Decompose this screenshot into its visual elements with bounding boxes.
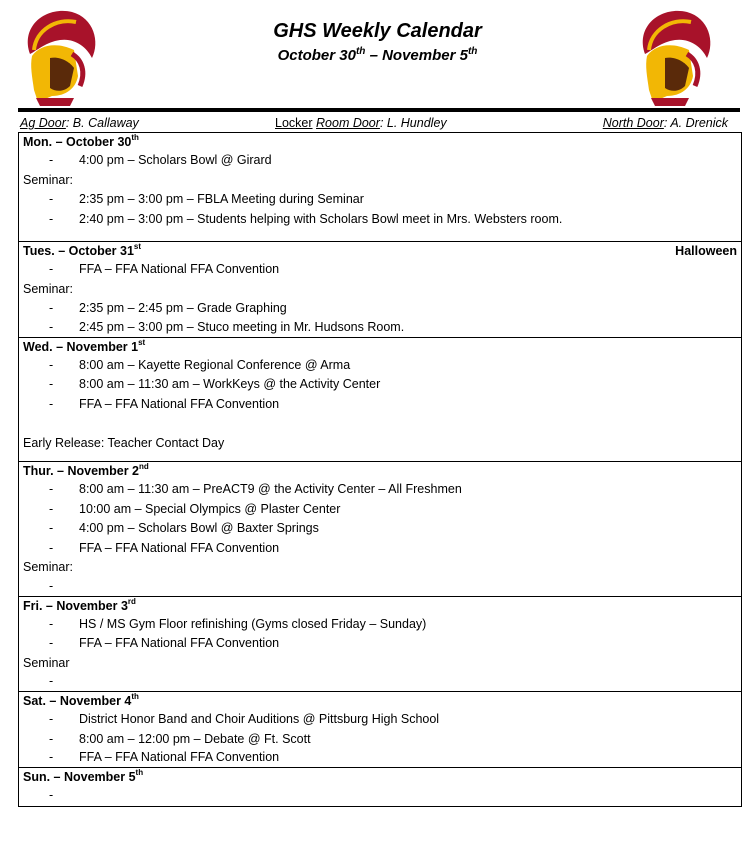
subtitle-end: – November 5 xyxy=(365,47,468,64)
day-heading: Sat. – November 4th xyxy=(23,692,139,708)
section-label: Seminar xyxy=(23,655,70,670)
subtitle-end-sup: th xyxy=(467,46,478,57)
holiday-note: Halloween xyxy=(675,244,737,258)
list-item: - xyxy=(49,578,54,593)
north-door xyxy=(603,116,728,130)
list-item: - 2:45 pm – 3:00 pm – Stuco meeting in Mr. Hudsons Room. xyxy=(49,319,405,334)
ag-door xyxy=(20,116,139,130)
day-heading: Wed. – November 1st xyxy=(23,337,146,354)
list-item: - 8:00 am – 11:30 am – WorkKeys @ the Activity Center xyxy=(49,377,381,391)
day-sunday xyxy=(19,768,741,806)
header-rule xyxy=(18,108,740,112)
day-monday xyxy=(19,133,741,242)
locker-door-label-a: Locker xyxy=(275,116,313,130)
north-door-name: : A. Drenick xyxy=(663,116,728,130)
page-subtitle xyxy=(0,46,755,64)
list-item: - 10:00 am – Special Olympics @ Plaster Center xyxy=(49,501,341,516)
locker-room-door xyxy=(275,116,447,130)
locker-door-label-b: Room Door xyxy=(316,116,380,130)
list-item: - FFA – FFA National FFA Convention xyxy=(49,396,280,411)
section-label: Seminar: xyxy=(23,172,74,187)
day-heading: Thur. – November 2nd xyxy=(23,462,149,478)
subtitle-start: October 30 xyxy=(277,47,356,64)
north-door-label: North Door xyxy=(602,116,664,130)
day-tuesday xyxy=(19,242,741,338)
day-thursday xyxy=(19,462,741,597)
subtitle-start-sup: th xyxy=(355,46,366,57)
locker-door-name: : L. Hundley xyxy=(379,116,447,130)
list-item: - FFA – FFA National FFA Convention xyxy=(49,540,280,555)
list-item: - 2:35 pm – 2:45 pm – Grade Graphing xyxy=(49,301,287,315)
list-item: - FFA – FFA National FFA Convention xyxy=(49,262,280,276)
page-title: GHS Weekly Calendar xyxy=(273,20,482,42)
ag-door-name: : B. Callaway xyxy=(65,116,139,130)
list-item: - FFA – FFA National FFA Convention xyxy=(49,750,280,764)
section-label: Seminar: xyxy=(23,281,74,296)
list-item: - 8:00 am – 12:00 pm – Debate @ Ft. Scott xyxy=(49,731,311,746)
list-item: - 4:00 pm – Scholars Bowl @ Baxter Springs xyxy=(49,521,319,535)
ag-door-label: Ag Door xyxy=(20,116,66,130)
day-heading: Fri. – November 3rd xyxy=(23,596,136,613)
day-heading: Sun. – November 5th xyxy=(23,768,144,784)
list-item: - 8:00 am – 11:30 am – PreACT9 @ the Activity Center – All Freshmen xyxy=(49,482,462,496)
list-item: - HS / MS Gym Floor refinishing (Gyms closed Friday – Sunday) xyxy=(49,616,427,631)
list-item: - 4:00 pm – Scholars Bowl @ Girard xyxy=(49,153,272,167)
list-item: - District Honor Band and Choir Auditions @ Pittsburg High School xyxy=(49,712,440,726)
list-item: - 8:00 am – Kayette Regional Conference @ Arma xyxy=(49,357,351,372)
list-item: - xyxy=(49,674,54,688)
day-wednesday xyxy=(19,338,741,463)
day-friday xyxy=(19,597,741,693)
list-item: - 2:35 pm – 3:00 pm – FBLA Meeting during Seminar xyxy=(49,192,364,206)
list-item: - xyxy=(49,788,54,802)
list-item: - FFA – FFA National FFA Convention xyxy=(49,636,280,650)
day-heading: Tues. – October 31st xyxy=(23,242,142,258)
early-release-note: Early Release: Teacher Contact Day xyxy=(23,435,225,450)
day-heading: Mon. – October 30th xyxy=(23,133,139,149)
weekly-calendar xyxy=(18,132,742,807)
section-label: Seminar: xyxy=(23,560,74,574)
list-item: - 2:40 pm – 3:00 pm – Students helping with Scholars Bowl meet in Mrs. Websters room. xyxy=(49,211,563,226)
day-saturday xyxy=(19,692,741,768)
door-assignments xyxy=(20,116,728,132)
